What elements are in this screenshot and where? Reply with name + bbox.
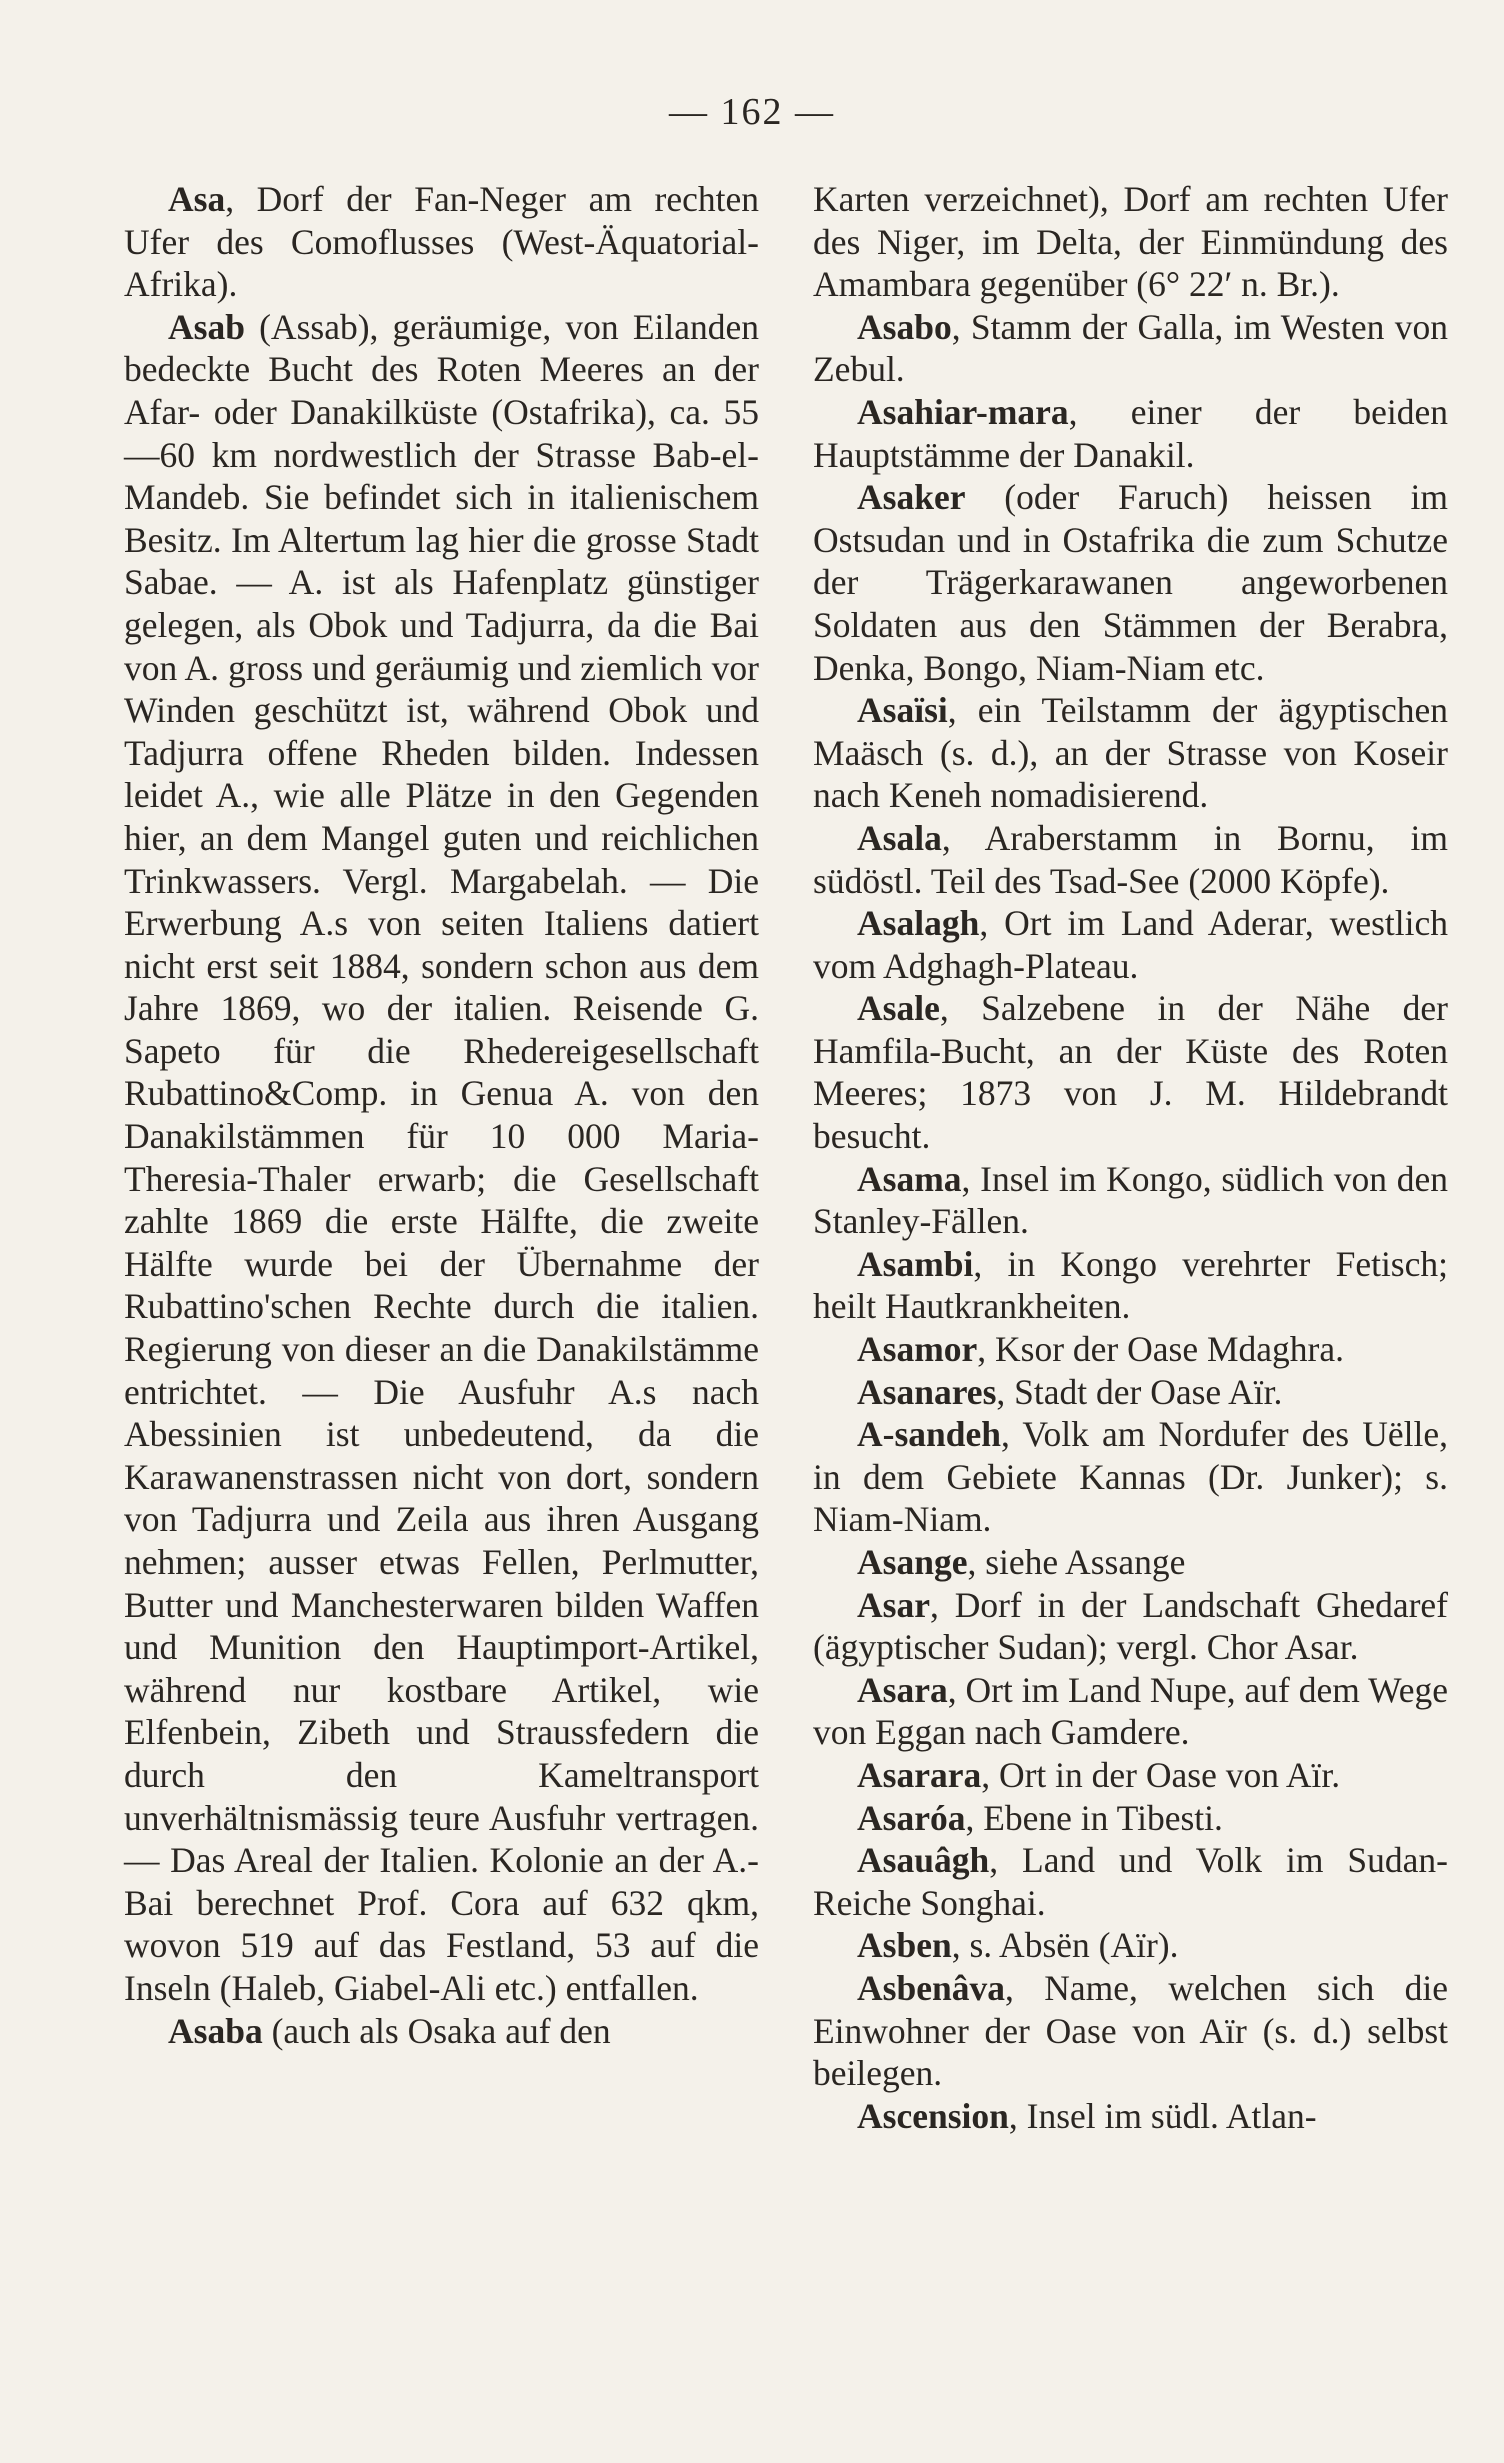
entry-text: , Salzebene in der Nähe der Hamfila-Bucht, an der Küste des Roten Meeres; 1873 von J. M. Hildebrandt besucht. (813, 988, 1448, 1157)
entry-text: , Dorf in der Landschaft Ghedaref (ägyptischer Sudan); vergl. Chor Asar. (813, 1584, 1448, 1668)
entry-text: , Volk am Nordufer des Uëlle, in dem Gebiete Kannas (Dr. Junker); s. Niam-Niam. (813, 1414, 1448, 1540)
entry-headword: Asab (168, 306, 245, 347)
entry-text: Karten verzeichnet), Dorf am rechten Ufer des Niger, im Delta, der Einmündung des Amambara gegenüber (6° 22′ n. Br.). (813, 179, 1448, 305)
entry-headword: Asauâgh (857, 1840, 990, 1881)
entry-text: , Insel im Kongo, südlich von den Stanley-Fällen. (813, 1158, 1448, 1242)
dictionary-entry (124, 2010, 759, 2053)
entry-headword: Asaróa (857, 1797, 966, 1838)
entry-headword: Asben (857, 1925, 952, 1966)
dictionary-entry (813, 391, 1448, 476)
entry-headword: Asange (857, 1542, 968, 1582)
entry-text: , Land und Volk im Sudan-Reiche Songhai. (813, 1840, 1448, 1923)
dictionary-entry (813, 1967, 1448, 2095)
entry-text: , Dorf der Fan-Neger am rechten Ufer des Comoflusses (West-Äquatorial-Afrika). (124, 179, 759, 305)
entry-text: , Ksor der Oase Mdaghra. (977, 1329, 1344, 1370)
entry-text: , Name, welchen sich die Einwohner der Oase von Aïr (s. d.) selbst beilegen. (813, 1967, 1448, 2094)
entry-headword: A-sandeh (857, 1414, 1002, 1455)
entry-headword: Asale (857, 988, 940, 1029)
entry-headword: Asaker (857, 477, 966, 518)
dictionary-entry (813, 1839, 1448, 1924)
dictionary-entry (813, 902, 1448, 987)
entry-text: , in Kongo verehrter Fetisch; heilt Hautkrankheiten. (813, 1243, 1448, 1327)
dictionary-entry (813, 1754, 1448, 1797)
dictionary-entry (813, 1158, 1448, 1243)
entry-text: (Assab), geräumige, von Eilanden bedeckte Bucht des Roten Meeres an der Afar- oder Danakilküste (Ostafrika), ca. 55—60 km nordwestlich der Strasse Bab-el-Mandeb. Sie befindet sich in italienischem Besitz. Im Altertum lag hier die grosse Stadt Sabae. — A. ist als Hafenplatz günstiger gelegen, als Obok und Tadjurra, da die Bai von A. gross und geräumig und ziemlich vor Winden geschützt ist, während Obok und Tadjurra offene Rheden bilden. Indessen leidet A., wie alle Plätze in den Gegenden hier, an dem Mangel guten und reichlichen Trinkwassers. Vergl. Margabelah. — Die Erwerbung A.s von seiten Italiens datiert nicht erst seit 1884, sondern schon aus dem Jahre 1869, wo der italien. Reisende G. Sapeto für die Rhedereigesellschaft Rubattino&Comp. in Genua A. von den Danakilstämmen für 10 000 Maria-Theresia-Thaler erwarb; die Gesellschaft zahlte 1869 die erste Hälfte, die zweite Hälfte wurde bei der Übernahme der Rubattino'schen Rechte durch die italien. Regierung von dieser an die Danakilstämme entrichtet. — Die Ausfuhr A.s nach Abessinien ist unbedeutend, da die Karawanenstrassen nicht von dort, sondern von Tadjurra und Zeila aus ihren Ausgang nehmen; ausser etwas Fellen, Perlmutter, Butter und Manchesterwaren bilden Waffen und Munition den Hauptimport-Artikel, während nur kostbare Artikel, wie Elfenbein, Zibeth und Straussfedern die durch den Kameltransport unverhältnismässig teure Ausfuhr vertragen. — Das Areal der Italien. Kolonie an der A.-Bai berechnet Prof. Cora auf 632 qkm, wovon 519 auf das Festland, 53 auf die Inseln (Haleb, Giabel-Ali etc.) entfallen. (124, 306, 759, 2008)
dictionary-entry (813, 1413, 1448, 1541)
entry-text: , Araberstamm in Bornu, im südöstl. Teil des Tsad-See (2000 Köpfe). (813, 817, 1448, 901)
dictionary-entry (813, 1541, 1448, 1584)
entry-headword: Asala (857, 817, 942, 858)
dictionary-entry (124, 178, 759, 306)
dictionary-entry (813, 1328, 1448, 1371)
dictionary-entry (124, 306, 759, 2010)
entry-headword: Asarara (857, 1754, 982, 1795)
entry-text: (auch als Osaka auf den (262, 2010, 611, 2051)
dictionary-entry (813, 476, 1448, 689)
right-column (813, 178, 1448, 2137)
entry-headword: Asalagh (857, 903, 980, 944)
entry-headword: Asambi (857, 1243, 974, 1284)
entry-text: (oder Faruch) heissen im Ostsudan und in Ostafrika die zum Schutze der Trägerkarawanen angeworbenen Soldaten aus den Stämmen der Berabra, Denka, Bongo, Niam-Niam etc. (813, 477, 1448, 688)
page-number: — 162 — (669, 91, 835, 133)
dictionary-entry (813, 1584, 1448, 1669)
entry-headword: Asama (857, 1158, 962, 1199)
entry-text: , Insel im südl. Atlan- (1008, 2095, 1317, 2136)
dictionary-entry (813, 987, 1448, 1157)
entry-text: , Ort im Land Aderar, westlich vom Adghagh-Plateau. (813, 903, 1448, 986)
entry-headword: Asabo (857, 306, 952, 347)
dictionary-entry (813, 178, 1448, 306)
entry-text: , Ort in der Oase von Aïr. (981, 1754, 1341, 1795)
dictionary-entry (813, 817, 1448, 902)
dictionary-entry (813, 689, 1448, 817)
dictionary-entry (813, 1797, 1448, 1840)
entry-text: , Stamm der Galla, im Westen von Zebul. (813, 306, 1448, 390)
dictionary-entry (813, 306, 1448, 391)
entry-text: , einer der beiden Hauptstämme der Danakil. (813, 391, 1448, 475)
left-column (124, 178, 759, 2052)
entry-headword: Asa (168, 179, 226, 219)
dictionary-entry (813, 1243, 1448, 1328)
entry-headword: Ascension (857, 2095, 1009, 2136)
entry-text: , Stadt der Oase Aïr. (996, 1371, 1283, 1412)
entry-text: , ein Teilstamm der ägyptischen Maäsch (s. d.), an der Strasse von Koseir nach Keneh nomadisierend. (813, 690, 1448, 816)
entry-headword: Asaba (168, 2010, 263, 2051)
entry-headword: Asaïsi (857, 690, 948, 731)
dictionary-entry (813, 1669, 1448, 1754)
entry-text: , siehe Assange (967, 1542, 1186, 1582)
dictionary-entry (813, 1371, 1448, 1414)
dictionary-entry (813, 2095, 1448, 2138)
entry-headword: Asar (857, 1584, 930, 1625)
entry-headword: Asamor (857, 1329, 978, 1370)
entry-headword: Asbenâva (857, 1967, 1005, 2008)
entry-headword: Asahiar-mara (857, 391, 1069, 432)
entry-headword: Asanares (857, 1371, 997, 1412)
entry-text: , s. Absën (Aïr). (951, 1925, 1179, 1966)
entry-text: , Ort im Land Nupe, auf dem Wege von Eggan nach Gamdere. (813, 1669, 1448, 1753)
dictionary-entry (813, 1924, 1448, 1967)
entry-text: , Ebene in Tibesti. (965, 1797, 1223, 1838)
entry-headword: Asara (857, 1669, 948, 1710)
